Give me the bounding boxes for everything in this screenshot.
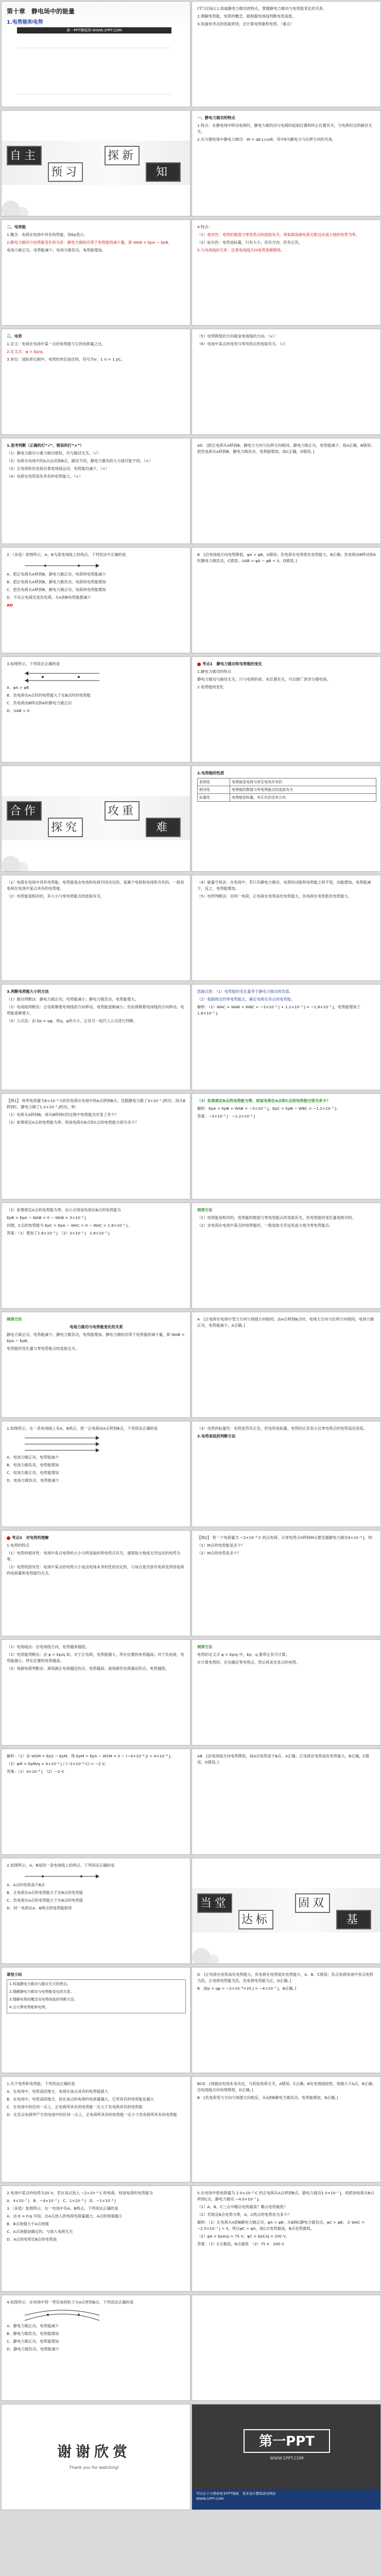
check3-option-b: B．负电荷在A点时的电势能大于在B点时的电势能 xyxy=(7,693,91,698)
method1-slide[interactable] xyxy=(1,1312,190,1418)
inquiry2-p3: （2）电势的固有性：电场中某点的电势大小是由电场本身的性质决定的，与该点是否放有电荷及所放电荷的电荷量和电势能均无关。 xyxy=(7,1565,184,1575)
drill4-option-c: C．静电力做正功，电势能增加 xyxy=(7,2339,59,2344)
judge-b-slide[interactable] xyxy=(192,875,381,981)
title-decoration-lines xyxy=(17,43,171,99)
banner-word-2: 达标 xyxy=(238,1910,273,1929)
drill2-3-slide[interactable] xyxy=(1,2185,190,2292)
inquiry2-right-p2: 2.电势高低的判断方法 xyxy=(197,1434,236,1438)
banner-flower-decoration xyxy=(192,1933,238,1963)
train1-heading: 1.如图所示，在一条电场线上有A、B两点，把一正电荷由A点移到B点，下列说法正确的是 xyxy=(7,1426,158,1431)
inquiry2-right-p1: （3）电势的标量性：电势虽然有正负，但电势是标量，电势的正负表示比零电势点的电势高还是低。 xyxy=(197,1426,367,1431)
inquiry1-left-slide[interactable] xyxy=(1,875,190,981)
inquiry2-text xyxy=(7,1535,186,1633)
prestudy-b-p1: 1.概念：电荷在电场中具有的势能，用Ep表示。 xyxy=(7,232,88,237)
inquiry1-left-text xyxy=(7,879,186,977)
prestudy-c-p3: 3.单位：国际单位制中，电势的单位是伏特，符号为V，1 V = 1 J/C。 xyxy=(7,357,125,362)
prestudy-slide-c[interactable] xyxy=(1,329,190,435)
example1-sol-p2: EpB = EpA − WAB = 0 − WAB = 3×10⁻⁵ J xyxy=(7,1215,86,1220)
drill5-q1: （1）A、B、C三点中哪点电势最高？哪点电势最低？ xyxy=(197,2205,288,2209)
train2-option-a: A．A点的电势高于B点 xyxy=(7,1883,45,1887)
check1-heading: 1.思考判断（正确的打“√”，错误的打“×”） xyxy=(7,443,84,448)
train2-figure xyxy=(22,1871,105,1882)
example1-q1: （1）电荷从A移到B，再从B移到C的过程中电势能共改变了多少？ xyxy=(7,1112,119,1117)
objectives-text xyxy=(197,6,376,104)
judge-b-p1: （4）能量守恒法：在电场中，若只有静电力做功，电荷的动能和电势能之和不变，动能增加，电势能减少，反之，电势能增加。 xyxy=(197,880,371,891)
inquiry1-text xyxy=(197,661,376,759)
summary-slide[interactable] xyxy=(1,1967,190,2073)
judge-slide[interactable] xyxy=(1,984,190,1090)
prestudy-c-text xyxy=(7,333,186,431)
inquiry1-left-p1: （1）电荷在电场中具有电势能，电势能是由电场和电荷共同决定的，是属于电荷和电场所共有的，一般说电荷在电场中某点具有的电势能。 xyxy=(7,880,184,891)
banner-word-3: 探新 xyxy=(105,146,140,165)
table-cell: 电势能的数值与零电势能点的选取有关 xyxy=(230,786,376,794)
judge-text xyxy=(7,989,186,1087)
check3-answer-slide[interactable] xyxy=(192,547,381,653)
table-cell: 系统性 xyxy=(198,778,230,786)
property-table-slide[interactable] xyxy=(192,766,381,872)
ppt-footer xyxy=(192,2489,380,2510)
prestudy-a-heading: 一、静电力做功的特点 xyxy=(197,115,235,120)
drill4-heading: 4.如图所示，在电场中将一带负电的粒子从A点移到B点，下列说法正确的是 xyxy=(7,2300,134,2304)
banner-word-1: 合作 xyxy=(7,801,42,821)
field-lines-figure xyxy=(22,669,105,685)
example2-sol-p3: 答案：（1）4×10⁻⁸ J （2）−2 V xyxy=(7,1769,64,1774)
drill1-answer: D [正电荷在电势高处电势能大，负电荷在电势低处电势能大，A、B、C错误；负点电荷电场中各点电势为负，正电荷电势能为负，负电荷电势能为正，D正确。] xyxy=(197,1972,373,1983)
check3-option-c: C．负电荷由B移动到A时静电力做正功 xyxy=(7,701,72,705)
prestudy-d-text xyxy=(197,224,376,322)
method1-right-p2: （2）求电荷在电场中某点的电势能时，一般选取无穷远处或大地为零电势能点。 xyxy=(197,1223,333,1228)
drill1-option-a: A．在电场中，电势高的地方，电荷在该点具有的电势能就大 xyxy=(7,2089,109,2094)
prestudy-c-heading: 三、电势 xyxy=(7,334,22,338)
drill5-text xyxy=(197,2190,376,2288)
example1-solution-text xyxy=(7,1207,186,1305)
drill3-option-d: D．A点的电势比B点的电势高 xyxy=(7,2237,57,2242)
prestudy-d-p4: 5.与电场线的关系：沿着电场线方向电势逐渐降低。 xyxy=(197,248,285,252)
method2-p2: 在计算电势时，应先确定零电势点，然后再求出各点的电势。 xyxy=(197,1660,300,1665)
ppt-url[interactable]: WWW.1PPT.COM xyxy=(270,2456,304,2461)
drill4-answer: B [负电荷受力方向与场强方向相反，从A到B静电力做负功，电势能增加，B正确。] xyxy=(197,2095,338,2100)
check2-text xyxy=(7,552,186,650)
site-bar: 第一PPT模板网-WWW.1PPT.COM xyxy=(17,27,171,33)
inquiry1-left-p2: （2）电势能是相对的，其大小与零电势能点的选取有关。 xyxy=(7,894,105,899)
drill3-option-a: A．由 E = F/q 可知，在A点放入的电荷电荷量越大，A点的场强越小 xyxy=(7,2214,123,2218)
drill2-3-text xyxy=(7,2190,186,2288)
inquiry1-p3: 2.电势能的变化 xyxy=(197,685,224,689)
banner-flower-decoration xyxy=(2,185,48,216)
method2-slide[interactable] xyxy=(192,1639,381,1745)
drill5-answer-3: 答案：（1）C点最高，B点最低 （2）75 V 200 V xyxy=(197,2242,284,2246)
drill1-option-d: D．在负点电荷所产生的电场中的任何一点上，正电荷所具有的电势能一定小于负电荷所具有的电势能 xyxy=(7,2112,177,2117)
train2-answer: AB [沿电场线方向电势降低，故A点电势高于B点，A正确；正电荷在电势高处电势能大，B正确，C错误，D错误。] xyxy=(197,1754,370,1765)
method1-text xyxy=(7,1316,186,1414)
train1-answer-slide[interactable] xyxy=(192,1312,381,1418)
potential-judge-p2: （2）电势能判断法：由 φ = Ep/q 知，对于正电荷，电势能越大，所在位置的电势越高；对于负电荷，电势能越小，所在位置的电势越高。 xyxy=(7,1652,184,1663)
lesson-title: 1.电势能和电势 xyxy=(7,20,43,25)
banner-word-2: 预习 xyxy=(48,162,83,182)
prestudy-c-p2: 2.定义式：φ = Ep/q。 xyxy=(7,349,46,354)
banner-word-4: 难 xyxy=(146,818,181,837)
inquiry2-right-text xyxy=(197,1426,376,1523)
inquiry1-tag: 考点1 xyxy=(202,662,213,666)
inquiry2-heading: 对电势的理解 xyxy=(26,1535,49,1540)
check2-heading: 2.（多选）如图所示，A、B为某电场线上的两点，下列说法中正确的是 xyxy=(7,552,126,557)
method1-tag: 规律方法 xyxy=(7,1317,22,1321)
check1-d: （4）电荷在电势高处具有的电势能大。（×） xyxy=(7,474,83,479)
potential-judge-p1: （1）电场线法：沿电场线方向，电势越来越低。 xyxy=(7,1645,89,1649)
potential-judge-p3: （3）场源电荷判断法：离场源正电荷越近的点，电势越高；离场源负电荷越近的点，电势越低。 xyxy=(7,1666,169,1671)
check1-b: （2）电荷从电场中的A点运动到B点，路径不同，静电力做功的大小就可能不同。（×） xyxy=(7,459,153,463)
check2-slide[interactable] xyxy=(1,547,190,653)
example1-sol-p1: （2）如果规定A点的电势能为零，由公式得该电荷在B点的电势能为 xyxy=(7,1208,121,1212)
thanks-title: 谢谢欣赏 xyxy=(57,2443,131,2460)
example1-sol-p3: 同理，C点的电势能为 EpC = EpA − WAC = 0 − WAC = 1.8×10⁻⁵ J。 xyxy=(7,1223,132,1228)
prestudy-b-p2: 2.静电力做功与电势能变化的关系：静电力做的功等于电势能的减少量，即 WAB = EpA − EpB。 xyxy=(7,240,172,245)
train1-slide[interactable] xyxy=(1,1421,190,1527)
example2-q2: （2）M点的电势是多少？ xyxy=(197,1551,241,1555)
check3-text xyxy=(7,661,186,759)
drill3-heading: 3.（多选）如图所示，在一电场中有A、B两点，下列说法正确的是 xyxy=(7,2206,118,2211)
check1b-slide[interactable] xyxy=(192,329,381,435)
drill1-heading: 1.关于电势和电势能，下列说法正确的是 xyxy=(7,2081,75,2086)
drill2-option-c: C．1×10⁻⁹ J xyxy=(63,2198,86,2203)
drill3-answer: BCD [场强由电场本身决定，与检验电荷无关，A错误，C正确；B处电场线较密，场强大于A点，B正确；沿电场线方向电势降低，D正确。] xyxy=(197,2081,376,2092)
drill5-slide[interactable] xyxy=(192,2185,381,2292)
summary-heading: 课堂小结 xyxy=(7,1972,22,1977)
table-cell: 电势能是标量，有正负但没有方向 xyxy=(230,794,376,802)
ppt-footer-line-1: 可以在下方搜索更多PPT模板 更多设计教程请见网站 xyxy=(196,2492,276,2496)
summary-item-2: 2.理解静电力做功与电势能变化的关系。 xyxy=(9,1990,74,1994)
drill1-option-c: C．在电场中的任何一点上，正电荷所具有的电势能一定大于负电荷具有的电势能 xyxy=(7,2105,143,2109)
prestudy-slide-b[interactable] xyxy=(1,219,190,326)
banner-word-3: 固双 xyxy=(295,1893,330,1913)
check2-option-b: B．把正电荷从A移到B，静电力做负功，电荷的电势能增加 xyxy=(7,580,106,584)
banner-word-4: 基 xyxy=(336,1910,371,1929)
example1-hint-2: （2）根据规定的零电势能点，确定电荷在各点的电势能。 xyxy=(197,997,295,1002)
table-cell: 电势能是电荷与所在电场共有的 xyxy=(230,778,376,786)
check3-option-a: A．φA > φB xyxy=(7,685,29,690)
drill2-heading: 2.电场中某点的电势为20 V，若在该点放入 −2×10⁻⁸ C 的电荷，则该电荷的电势能为 xyxy=(7,2191,153,2195)
example1-sol-p4: 答案：（1）增加了1.8×10⁻⁵ J （2）3×10⁻⁵ J 1.8×10⁻⁵ J xyxy=(7,1231,110,1235)
prestudy-slide-b2[interactable] xyxy=(192,219,381,326)
train1-option-c: C．电场力做正功，电势能增加 xyxy=(7,1470,59,1475)
topic-dot-icon xyxy=(197,663,201,666)
drill1-slide[interactable] xyxy=(1,2076,190,2182)
prestudy-d-p1: 4.特点： xyxy=(197,225,213,229)
train2-answer-slide[interactable] xyxy=(192,1749,381,1855)
table-row xyxy=(198,778,376,786)
judge-b-p2: （5）电势判断法：对同一电荷，正电荷在电势高处电势能大，负电荷在电势低处电势能大。 xyxy=(197,894,352,899)
example1-solution-slide[interactable] xyxy=(1,1202,190,1309)
prestudy-a-p1: 1.特点：在静电场中移动电荷时，静电力做的功与电荷的起始位置和终止位置有关，与电荷经过的路径无关。 xyxy=(197,123,372,134)
banner-flower-decoration xyxy=(2,840,48,871)
method2-tag: 规律方法 xyxy=(197,1645,213,1649)
method1-heading: 电场力做功与电势能变化的关系 xyxy=(70,1325,123,1329)
ppt-logo: 第一PPT xyxy=(244,2429,330,2453)
method1-right-p1: （1）电势能是相对的，电势能的数值与零电势能点的选取有关，但电势能的变化量是绝对的。 xyxy=(197,1215,356,1220)
section-banner-inquiry[interactable] xyxy=(1,766,190,872)
method2-text xyxy=(197,1644,376,1742)
train1-answer: A [正电荷在电场中受力方向与场强方向相同，由A点移到B点时，电场力方向与位移方向相同，电场力做正功，电势能减少，A正确。] xyxy=(197,1317,374,1328)
example1-right-slide[interactable] xyxy=(192,984,381,1090)
example1-hint-1: 思路点拨：（1）电势能的变化量等于静电力做功的负值。 xyxy=(197,989,293,994)
drill3-option-c: C．A点场强是确定的，与放入电荷无关 xyxy=(7,2229,73,2234)
example1-text xyxy=(7,1098,186,1196)
drill2-option-a: A．4×10⁻⁷ J xyxy=(7,2198,30,2203)
drill2-option-d: D．−1×10⁻⁹ J xyxy=(89,2198,116,2203)
check3-heading: 3.如图所示，下列说法正确的是 xyxy=(7,662,60,666)
drill4-option-b: B．静电力做负功，电势能增加 xyxy=(7,2331,59,2336)
example1-ext-ans: 答案：−3×10⁻⁵ J −1.2×10⁻⁵ J xyxy=(197,1114,255,1118)
drill1-option-b: B．在电场中，电势高的地方，放在该点的电荷的电荷量越大，它所具有的电势能也越大 xyxy=(7,2097,154,2102)
method2-p1: 电势的定义式 φ = Ep/q 中，Ep、q 都带正负号计算。 xyxy=(197,1652,290,1657)
method1-right-tag: 规律方法 xyxy=(197,1208,213,1212)
check1-text xyxy=(7,443,186,540)
example1-slide[interactable] xyxy=(1,1093,190,1199)
example1-q2: （2）如果规定A点的电势能为零，则该电荷在B点和C点的电势能分别为多少？ xyxy=(7,1120,139,1125)
example2-text xyxy=(197,1535,376,1633)
prestudy-c-p1: 1.定义：电荷在电场中某一点的电势能与它的电荷量之比。 xyxy=(7,342,106,346)
example2-solution-slide[interactable] xyxy=(1,1749,190,1855)
judge-heading: 3.判断电势能大小的方法 xyxy=(7,989,49,994)
method1-p2: 电势能的变化量与零电势能点的选取无关。 xyxy=(7,1346,79,1351)
example2-slide[interactable] xyxy=(192,1530,381,1636)
check3-option-d: D．UAB > 0 xyxy=(7,708,30,713)
drill4-text xyxy=(7,2299,186,2397)
banner-word-1: 自主 xyxy=(7,146,42,165)
example1-heading: 【例1】 将带电荷量为6×10⁻⁶ C的负电荷从电场中的A点移到B点，克服静电力做了3×10⁻⁵ J的功，再从B移到C，静电力做了1.2×10⁻⁵ J的功，则： xyxy=(7,1098,186,1109)
check1b-a: （5）电势降低的方向就是电场线的方向。（×） xyxy=(197,334,278,338)
drill1-answer-slide[interactable] xyxy=(192,1967,381,2073)
check1-c: （3）正电荷和负电荷沿着电场线运动，电势能均减少。（×） xyxy=(7,466,110,471)
prestudy-d-p3: （2）标矢性：电势是标量，只有大小，没有方向，但有正负。 xyxy=(197,240,303,245)
property-table-heading: 2.电势能的性质 xyxy=(197,771,224,775)
example1-ext-slide[interactable] xyxy=(192,1093,381,1199)
drill4-option-a: A．静电力做正功，电势能减少 xyxy=(7,2324,59,2328)
method1-p1: 静电力做正功，电势能减少；静电力做负功，电势能增加。静电力做的功等于电势能的减少量，即 WAB = EpA − EpB。 xyxy=(7,1332,185,1343)
train2-slide[interactable] xyxy=(1,1858,190,1964)
train2-text xyxy=(7,1862,186,1960)
inquiry2-tag: 考点2 xyxy=(12,1535,22,1540)
train1-figure xyxy=(22,1434,105,1454)
banner-word-1: 当堂 xyxy=(197,1893,232,1913)
thanks-subtitle: Thank you for watching! xyxy=(69,2465,119,2470)
check2-option-a: A．把正电荷从A移到B，静电力做正功，电荷的电势能减少 xyxy=(7,572,106,577)
train1-option-d: D．电场力做负功，电势能减少 xyxy=(7,1478,59,1483)
check3-slide[interactable] xyxy=(1,656,190,762)
check1b-text xyxy=(197,333,376,431)
drill4-figure xyxy=(22,2308,105,2323)
train1-text xyxy=(7,1426,186,1523)
judge-p2: （2）电场线判断法：正电荷顺着电场线的方向移动，电势能逐渐减小；负电荷顺着电场线的方向移动，电势能逐渐增大。 xyxy=(7,1005,184,1015)
prestudy-a-p2: 2.在匀强电场中静电力做功：W = qE·Lcosθ，其中θ为静电力与位移方向的夹角。 xyxy=(197,137,336,142)
judge-b-text xyxy=(197,879,376,977)
example2-q1: （1）M点的电势能是多少？ xyxy=(197,1543,245,1548)
drill3-answer-text xyxy=(197,2081,376,2179)
inquiry1-p1: 1.静电力做功的特点 xyxy=(197,669,232,674)
check1-a: （1）静电力做功与重力做功相似，均与路径无关。（√） xyxy=(7,451,101,455)
example2-sol-p1: 解析：（1）由 WSM = EpS − EpM，得 EpM = EpS − WSM = 0 − (−4×10⁻⁸ J) = 4×10⁻⁸ J。 xyxy=(7,1754,174,1758)
example1-right-text xyxy=(197,989,376,1087)
check1-slide[interactable] xyxy=(1,438,190,544)
check2-answer: AD [把正电荷从A移到B，静电力方向与位移方向相同，静电力做正功，电势能减少，故A正确，B错误；把负电荷从A移到B，静电力做负功，电势能增加，故C正确，D错误。] xyxy=(197,443,375,454)
objective-1: [学习目标] 1.知道静电力做功的特点，掌握静电力做功与电势能变化的关系。 xyxy=(197,6,327,11)
example2-heading: 【例2】 将一个电荷量为 −2×10⁻⁸ C 的点电荷，从零电势点S移到M点要克服静电力做功4×10⁻⁸ J，则： xyxy=(197,1535,376,1540)
example2-sol-p2: （2）φM = EpM/q = 4×10⁻⁸ J / (−2×10⁻⁸ C) = −2 V。 xyxy=(7,1761,109,1766)
drill4-slide[interactable] xyxy=(1,2295,190,2401)
thanks-slide[interactable] xyxy=(1,2404,190,2510)
banner-word-4: 知 xyxy=(146,162,181,182)
blank-slide xyxy=(192,2295,381,2401)
drill5-answer-2: （2）φA = EpA/q = 75 V，φC = EpC/q = 200 V。 xyxy=(197,2234,290,2239)
table-cell: 标量性 xyxy=(198,794,230,802)
method1-right-text xyxy=(197,1207,376,1305)
section-banner-prestudy[interactable] xyxy=(1,110,190,216)
title-block xyxy=(7,7,185,25)
check3-answer-text xyxy=(197,552,376,650)
title-slide[interactable] xyxy=(1,1,190,107)
method1-right-slide[interactable] xyxy=(192,1202,381,1309)
drill2-answer: B [Ep = qφ = −2×10⁻⁸×20 J = −4×10⁻⁷ J，B正确。] xyxy=(197,1986,297,1991)
drill2-option-b: B．−4×10⁻⁷ J xyxy=(33,2198,59,2203)
section-banner-drill[interactable] xyxy=(192,1858,381,1964)
check2-answer-text xyxy=(197,443,376,540)
inquiry2-p2: （1）电势的相对性：电场中各点电势的大小与所选取的零电势点有关，通常取大地或无穷远处的电势为零。 xyxy=(7,1551,181,1562)
drill3-answer-slide[interactable] xyxy=(192,2076,381,2182)
prestudy-a-text xyxy=(197,115,376,213)
ppt-ad-slide[interactable] xyxy=(192,2404,381,2510)
topic-dot-icon xyxy=(7,1536,10,1540)
banner-word-3: 攻重 xyxy=(105,801,140,821)
summary-box xyxy=(7,1979,186,2013)
chapter-title: 第十章 静电场中的能量 xyxy=(7,8,75,15)
prestudy-b-text xyxy=(7,224,186,322)
table-row xyxy=(198,794,376,802)
train1-option-b: B．电场力做负功，电势能增加 xyxy=(7,1463,59,1467)
inquiry1-heading: 静电力做功和电势能的变化 xyxy=(216,662,263,666)
check2-answer-slide[interactable] xyxy=(192,438,381,544)
judge-p3: （3）公式法：由 Ep = qφ，将q、φ的大小、正负号一起代入公式进行判断。 xyxy=(7,1019,137,1023)
inquiry2-p1: 1.电势的特点 xyxy=(7,1543,30,1548)
summary-item-4: 4.会计算电势能和电势。 xyxy=(9,2005,49,2009)
drill4-option-d: D．静电力做负功，电势能减少 xyxy=(7,2347,59,2351)
field-line-figure xyxy=(22,560,105,571)
objective-2: 2.理解电势能、电势的概念，能根据电场线判断电势高低。 xyxy=(197,14,296,19)
property-table-text xyxy=(197,770,376,868)
prestudy-d-p2: （1）相对性：电势的数值与零电势点的选取有关，常取离场源电荷无限远处或大地的电势为零。 xyxy=(197,232,360,237)
prestudy-b-heading: 二、电势能 xyxy=(7,225,26,229)
prestudy-b-p3: 电场力做正功，电势能减少；电场力做负功，电势能增加。 xyxy=(7,248,106,252)
property-table xyxy=(197,778,376,802)
train2-option-c: C．负电荷在A点的电势能大于在B点的电势能 xyxy=(7,1898,83,1903)
example1-ext-sol: 解析：EpA = EpB + WAB = −3×10⁻⁵ J，EpC = EpB − WBC = −1.2×10⁻⁵ J。 xyxy=(197,1106,340,1111)
objectives-slide[interactable] xyxy=(192,1,381,107)
example1-ext-q: （3）如果规定B点的电势能为零，则该电荷在A点和C点的电势能分别为多少？ xyxy=(197,1098,331,1103)
summary-text xyxy=(7,1972,186,2070)
check1b-b: （6）电场中某点的电势与零电势点的选取有关。（√） xyxy=(197,342,288,346)
train1-option-a: A．电场力做正功，电势能减少 xyxy=(7,1455,59,1460)
inquiry2-slide[interactable] xyxy=(1,1530,190,1636)
drill5-heading: 5.在电场中把电荷量为 2.0×10⁻⁹ C 的正电荷从A点移到B点，静电力做功1.5×10⁻⁷ J，再把该电荷从B点移到C点，静电力做功 −4.0×10⁻⁷ J。 xyxy=(197,2191,374,2201)
ppt-footer-line-2[interactable]: WWW.1PPT.COM xyxy=(196,2497,224,2501)
inquiry1-p2: 静电力做功与路径无关，只与电荷的初、末位置有关，可以推广到非匀强电场。 xyxy=(197,677,331,682)
objective-3: 3.知道参考点的选取原则，会计算电势能和电势。（重点） xyxy=(197,22,295,26)
summary-item-1: 1.知道静电力做功与路径无关的特点。 xyxy=(9,1982,71,1986)
drill5-answer-1: 解析：（1）正电荷从A到B静电力做正功，φA > φB；从B到C静电力做负功，φC > φB；又 WAC = −2.5×10⁻⁷ J < 0，所以φC > φA，故C点电势最高，B点电势最低。 xyxy=(197,2220,365,2231)
table-cell: 相对性 xyxy=(198,786,230,794)
train1-answer-text xyxy=(197,1316,376,1414)
example1-solution-1: 解析：（1）WAC = WAB + WBC = −3×10⁻⁵ J + 1.2×10⁻⁵ J = −1.8×10⁻⁵ J，电势能增加了1.8×10⁻⁵ J。 xyxy=(197,1005,361,1015)
banner-word-2: 探究 xyxy=(48,818,83,837)
example2-solution-text xyxy=(7,1753,186,1851)
potential-judge-slide[interactable] xyxy=(1,1639,190,1745)
potential-judge-text xyxy=(7,1644,186,1742)
drill3-option-b: B．B点场强大于A点场强 xyxy=(7,2222,49,2226)
train2-answer-text xyxy=(197,1753,376,1851)
example1-ext-text xyxy=(197,1098,376,1196)
check2-option-d: D．不论正电荷还是负电荷，从A到B电势能都减少 xyxy=(7,595,91,600)
check2-answer-key: AD xyxy=(7,603,13,607)
check2-option-c: C．把负电荷从A移到B，静电力做正功，电荷的电势能增加 xyxy=(7,587,106,592)
drill5-q2: （2）若规定B点电势为零，A、C两点的电势各为多少？ xyxy=(197,2212,291,2217)
drill1-text xyxy=(7,2081,186,2179)
check3-answer: B [沿电场线方向电势降低，φA < φB，A错误；负电荷在电势低处电势能大，B正确；负电荷由B移动到A时静电力做负功，C错误；UAB = φA − φB < 0，D错误。] xyxy=(197,552,376,563)
train2-option-b: B．正电荷在A点的电势能大于在B点的电势能 xyxy=(7,1890,83,1895)
judge-p1: （1）做功判断法：静电力做正功，电势能减小；静电力做负功，电势能增大。 xyxy=(7,997,138,1002)
prestudy-slide-a[interactable] xyxy=(192,110,381,216)
train2-heading: 2.如图所示，A、B是同一条电场线上的两点，下列说法正确的是 xyxy=(7,1863,115,1868)
drill1-answer-text xyxy=(197,1972,376,2070)
summary-item-3: 3.理解电势的概念及电势高低的判断方法。 xyxy=(9,1997,78,2002)
inquiry1-slide[interactable] xyxy=(192,656,381,762)
train2-option-d: D．同一电荷在A、B两点的电势能相等 xyxy=(7,1906,72,1910)
table-row xyxy=(198,786,376,794)
inquiry2-right-slide[interactable] xyxy=(192,1421,381,1527)
